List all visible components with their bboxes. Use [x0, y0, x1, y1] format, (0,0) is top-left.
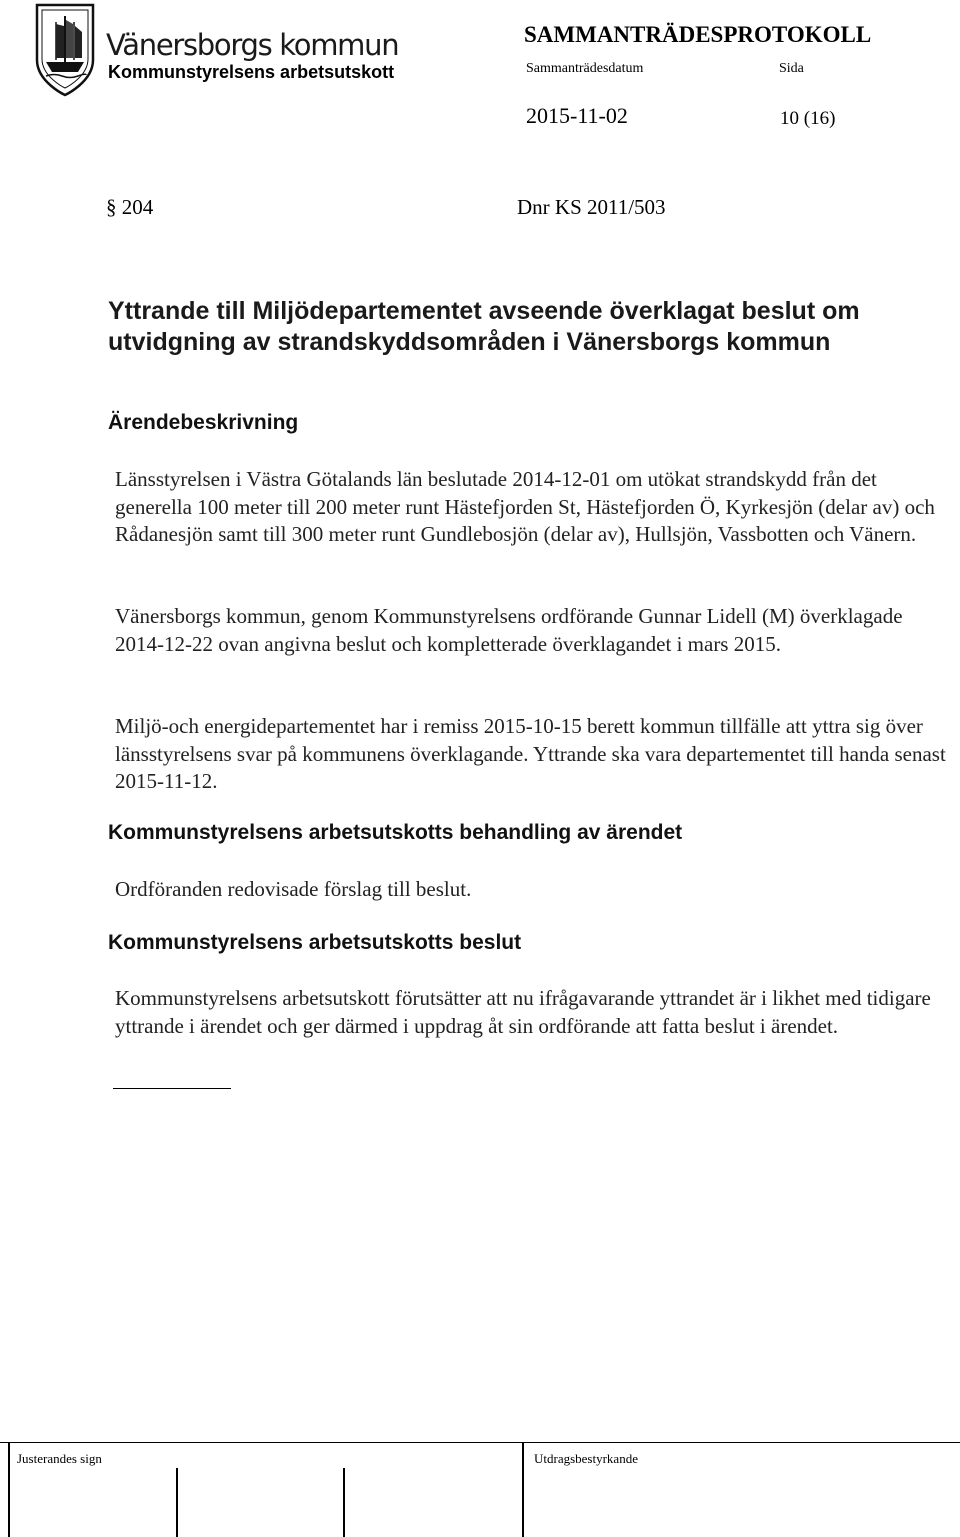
footer-divider-middle [522, 1442, 524, 1537]
case-number: Dnr KS 2011/503 [517, 195, 666, 219]
footer-top-rule [0, 1442, 960, 1443]
signature-box-divider-1 [176, 1468, 178, 1537]
meeting-date: 2015-11-02 [526, 103, 628, 128]
municipality-coat-of-arms-logo [34, 2, 96, 98]
decision-heading: Kommunstyrelsens arbetsutskotts beslut [108, 931, 522, 954]
decision-paragraph: Kommunstyrelsens arbetsutskott förutsätter att nu ifrågavarande yttrandet är i likhet med tidigare yttrande i ärendet och ger därmed i uppdrag åt sin ordförande att fatta beslut i ärendet. [115, 986, 931, 1038]
page-label: Sida [779, 61, 804, 76]
end-divider [113, 1088, 231, 1089]
handling-heading: Kommunstyrelsens arbetsutskotts behandling av ärendet [108, 821, 683, 844]
municipality-name: Vänersborgs kommun [106, 28, 399, 62]
description-paragraph-2: Vänersborgs kommun, genom Kommunstyrelsens ordförande Gunnar Lidell (M) överklagade 2014-12-22 ovan angivna beslut och kompletterade överklagandet i mars 2015. [115, 604, 903, 656]
signature-box-divider-2 [343, 1468, 345, 1537]
item-title-line-1: Yttrande till Miljödepartementet avseende överklagat beslut om [108, 297, 860, 325]
document-title: SAMMANTRÄDESPROTOKOLL [524, 22, 872, 47]
item-title [108, 296, 953, 358]
description-heading: Ärendebeskrivning [108, 411, 299, 434]
footer-divider-left [8, 1442, 10, 1537]
description-paragraph-3: Miljö-och energidepartementet har i remiss 2015-10-15 berett kommun tillfälle att yttra sig över länsstyrelsens svar på kommunens överklagande. Yttrande ska vara departementet till handa senast 2015-11-12. [115, 714, 946, 793]
item-title-line-2: utvidgning av strandskyddsområden i Vänersborgs kommun [108, 328, 831, 356]
page-number: 10 (16) [780, 108, 836, 129]
description-paragraph-1: Länsstyrelsen i Västra Götalands län beslutade 2014-12-01 om utökat strandskydd från det generella 100 meter till 200 meter runt Hästefjorden St, Hästefjorden Ö, Kyrkesjön (delar av) och Rådanesjön samt till 300 meter runt Gundlebosjön (delar av), Hullsjön, Vassbotten och Vänern. [115, 467, 935, 546]
meeting-date-label: Sammanträdesdatum [526, 61, 644, 76]
signature-label: Justerandes sign [17, 1451, 102, 1466]
certification-label: Utdragsbestyrkande [534, 1451, 638, 1466]
committee-name: Kommunstyrelsens arbetsutskott [108, 62, 395, 82]
paragraph-number: § 204 [106, 195, 154, 219]
handling-paragraph: Ordföranden redovisade förslag till beslut. [115, 877, 472, 901]
